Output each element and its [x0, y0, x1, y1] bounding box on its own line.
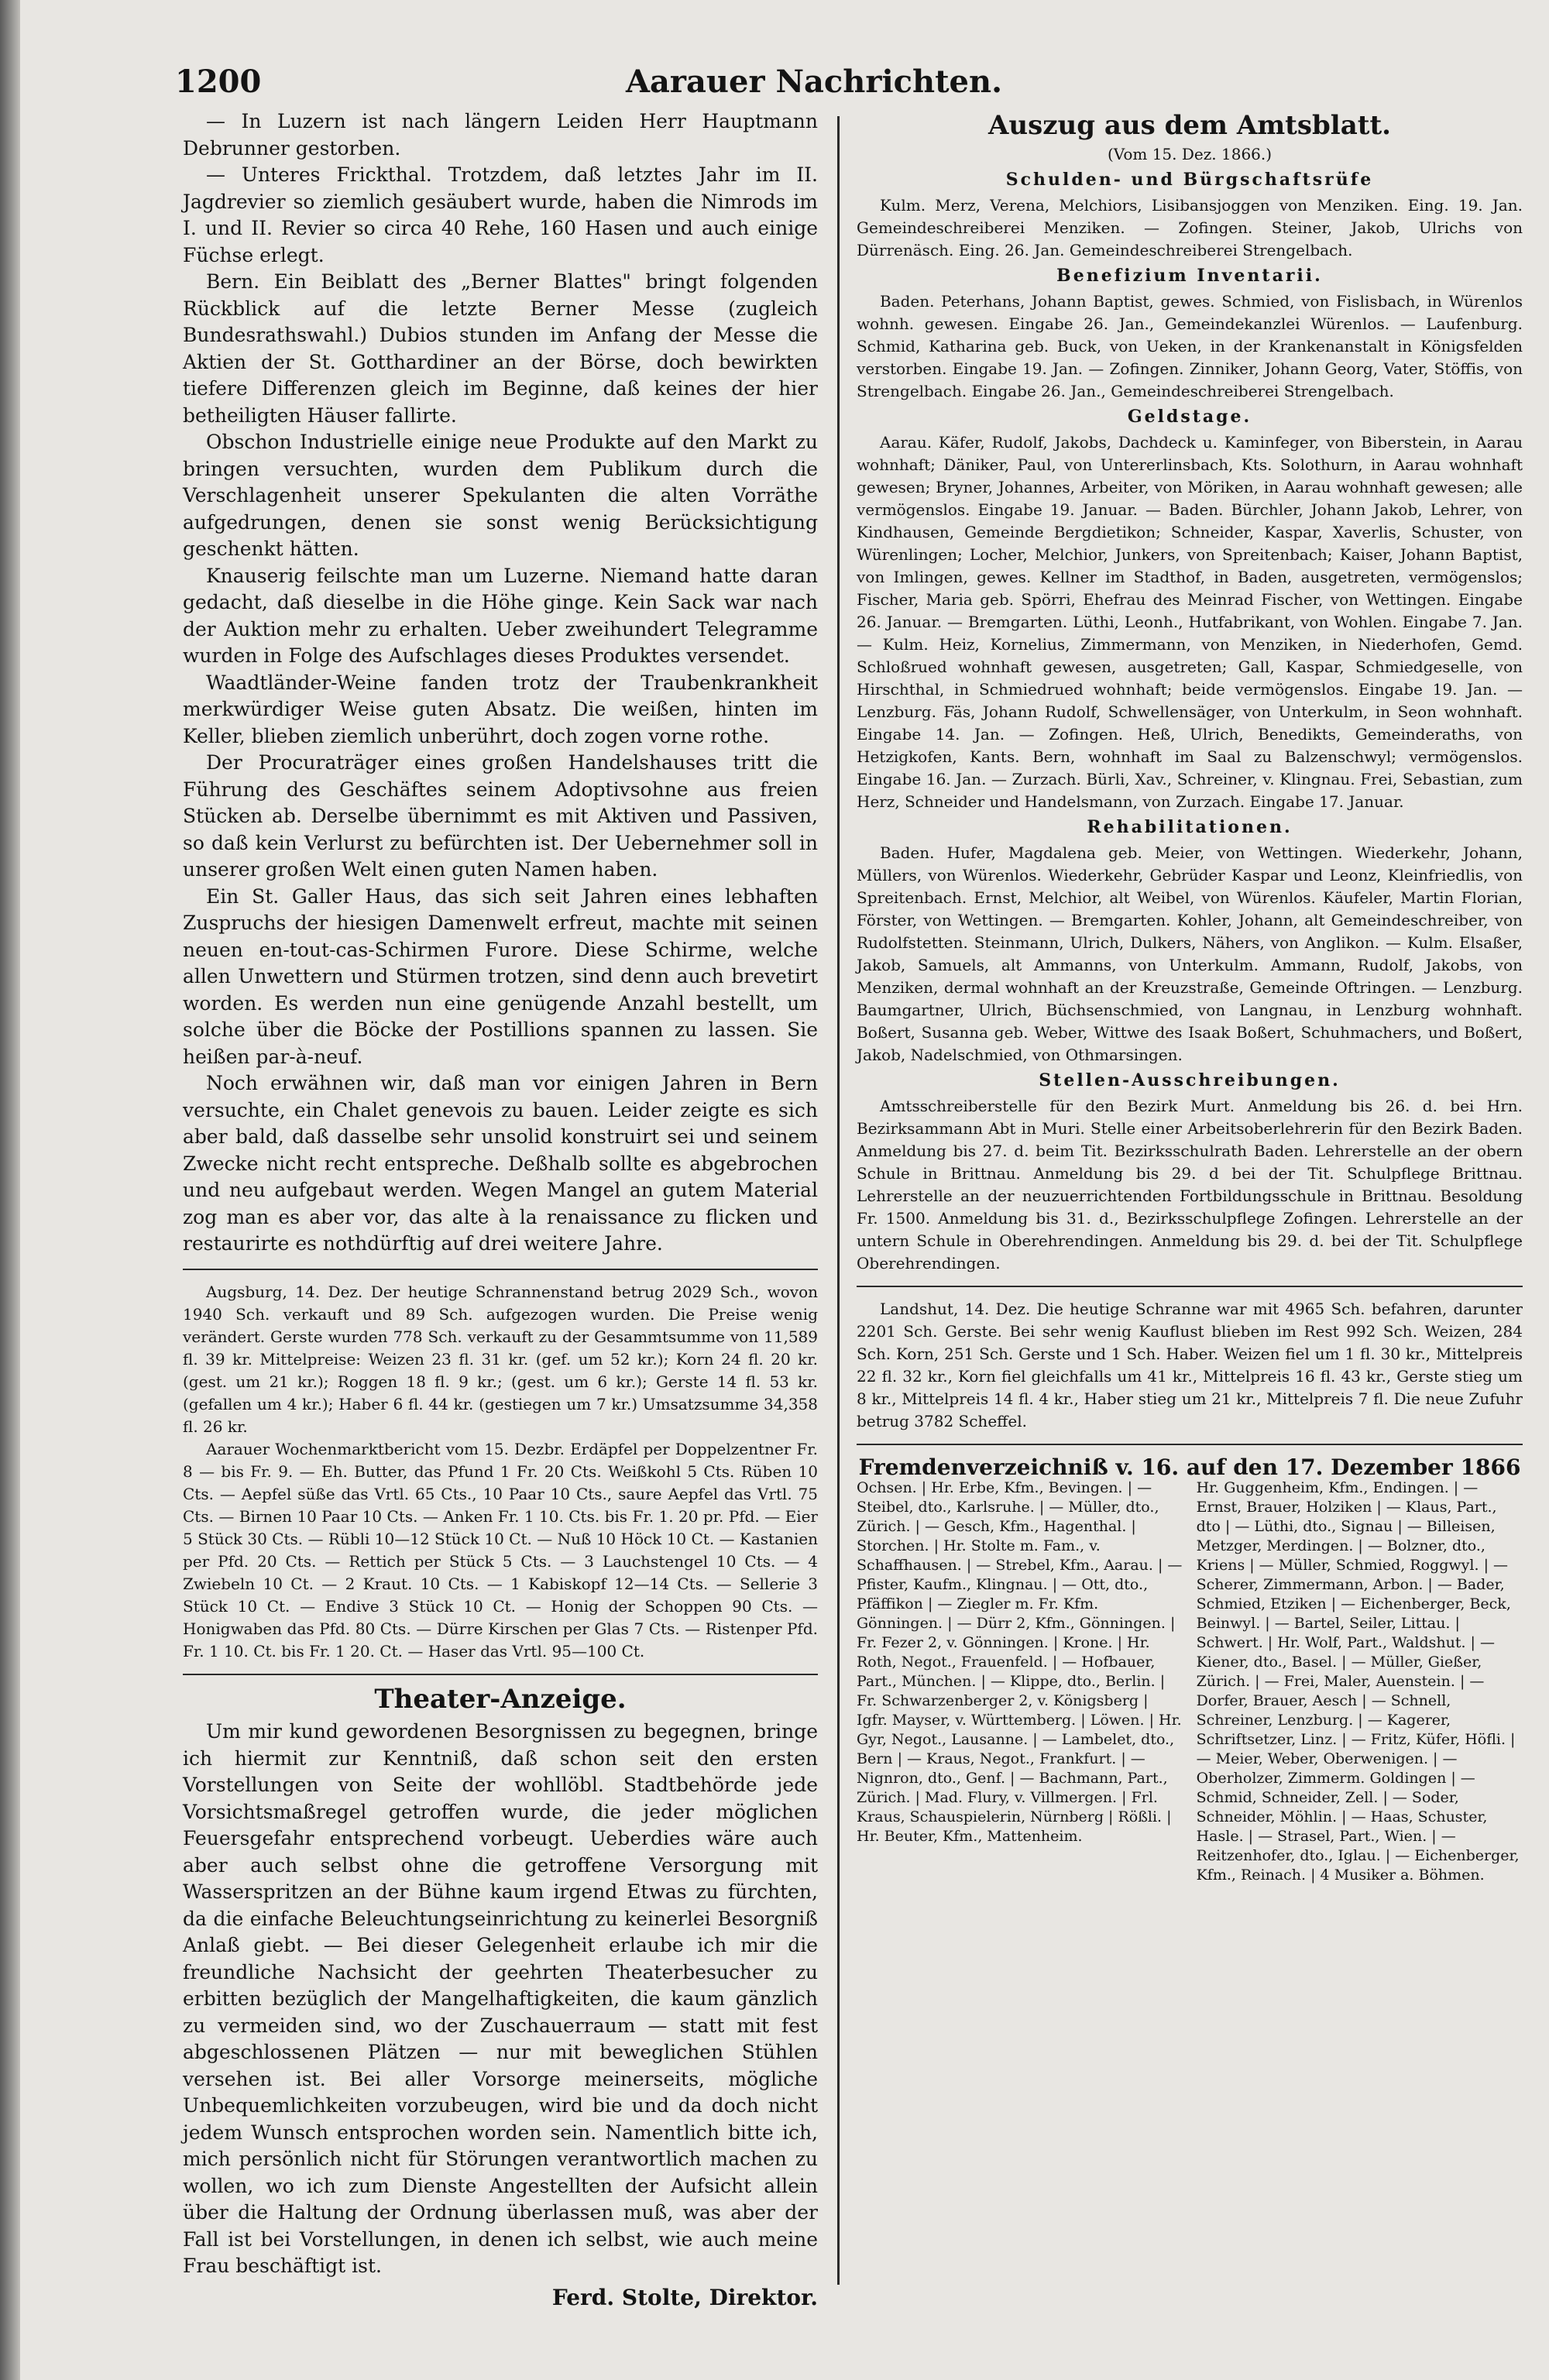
section-title-stellen: Stellen-Ausschreibungen.: [1039, 1070, 1341, 1090]
market-augsburg: Augsburg, 14. Dez. Der heutige Schrannenstand betrug 2029 Sch., wovon 1940 Sch. verkauft und 89 Sch. aufgezogen wurden. Die Preise wenig verändert. Gerste wurden 778 Sch. verkauft zu der Gesammtsumme von 11,589 fl. 39 kr. Mittelpreise: Weizen 23 fl. 31 kr. (gef. um 52 kr.); Korn 24 fl. 20 kr. (gest. um 21 kr.); Roggen 18 fl. 9 kr.; (gest. um 6 kr.); Gerste 14 fl. 53 kr. (gefallen um 4 kr.); Haber 6 fl. 44 kr. (gestiegen um 7 kr.) Umsatzsumme 34,358 fl. 26 kr.: [183, 1282, 818, 1436]
section-text-rehabilitationen: Baden. Hufer, Magdalena geb. Meier, von Wettingen. Wiederkehr, Johann, Müllers, von Würenlos. Wiederkehr, Gebrüder Kaspar und Leonz, Kleinfriedlis, von Spreitenbach. Ernst, Melchior, alt Weibel, von Würenlos. Käufeler, Martin Florian, Förster, von Wettingen. — Bremgarten. Kohler, Johann, alt Gemeindeschreiber, von Rudolfstetten. Steinmann, Ulrich, Dulkers, Nähers, von Anglikon. — Kulm. Elsaßer, Jakob, Samuels, alt Ammanns, von Unterkulm. Ammann, Rudolf, Jakobs, von Menziken, dermal wohnhaft an der Kreuzstraße, Gemeinde Oftringen. — Lenzburg. Baumgartner, Ulrich, Büchsenschmied, von Langnau, in Lenzburg wohnhaft. Boßert, Susanna geb. Weber, Wittwe des Isaak Boßert, Schuhmachers, und Boßert, Jakob, Nadelschmied, von Othmarsingen.: [857, 843, 1523, 1064]
page-header: [175, 64, 1453, 110]
page-number: 1200: [175, 64, 262, 100]
newspaper-title: Aarauer Nachrichten.: [625, 64, 1003, 100]
news-bern-3: Knauserig feilschte man um Luzerne. Niemand hatte daran gedacht, daß dieselbe in die Höhe ginge. Kein Sack war nach der Auktion mehr zu erhalten. Ueber zweihundert Telegramme wurden in Folge des Aufschlages dieses Produktes versendet.: [183, 564, 818, 667]
theater-heading: Theater-Anzeige.: [374, 1683, 627, 1715]
news-luzern: — In Luzern ist nach längern Leiden Herr Hauptmann Debrunner gestorben.: [183, 110, 818, 160]
section-title-rehabilitationen: Rehabilitationen.: [1087, 817, 1293, 837]
left-column: [183, 108, 818, 2311]
amtsblatt-date: (Vom 15. Dez. 1866.): [1107, 145, 1273, 163]
market-landshut: Landshut, 14. Dez. Die heutige Schranne war mit 4965 Sch. befahren, darunter 2201 Sch. Gerste. Bei sehr wenig Kauflust blieben im Rest 992 Sch. Weizen, 284 Sch. Korn, 251 Sch. Gerste und 1 Sch. Haber. Weizen fiel um 1 fl. 30 kr., Mittelpreis 22 fl. 32 kr., Korn fiel gleichfalls um 41 kr., Mittelpreis 16 fl. 43 kr., Gerste stieg um 8 kr., Mittelpreis 14 fl. 4 kr., Haber stieg um 21 kr., Mittelpreis 7 fl. Die neue Zufuhr betrug 3782 Scheffel.: [857, 1300, 1523, 1430]
news-bern-2: Obschon Industrielle einige neue Produkte auf den Markt zu bringen versuchten, wurden dem Publikum durch die Verschlagenheit unserer Spekulanten die alten Vorräthe aufgedrungen, denen sie sonst wenig Berücksichtigung geschenkt hätten.: [183, 431, 818, 560]
section-rule: [183, 1269, 818, 1270]
section-rule: [857, 1444, 1523, 1445]
section-text-geldstage: Aarau. Käfer, Rudolf, Jakobs, Dachdeck u. Kaminfeger, von Biberstein, in Aarau wohnhaft; Däniker, Paul, von Untererlinsbach, Kts. Solothurn, in Aarau wohnhaft gewesen; Bryner, Johannes, Arbeiter, von Möriken, in Aarau wohnhaft gewesen; alle vermögenslos. Eingabe 19. Januar. — Baden. Bürchler, Johann Jakob, Lehrer, von Kindhausen, Gemeinde Bergdietikon; Schneider, Kaspar, Xaverlis, Schuster, von Würenlingen; Locher, Melchior, Junkers, von Spreitenbach; Kaiser, Johann Baptist, von Imlingen, gewes. Kellner im Stadthof, in Baden, ausgetreten, vermögenslos; Fischer, Maria geb. Spörri, Ehefrau des Meinrad Fischer, von Wettingen. Eingabe 26. Januar. — Bremgarten. Lüthi, Leonh., Hutfabrikant, von Wohlen. Eingabe 7. Jan. — Kulm. Heiz, Kornelius, Zimmermann, von Menziken, in Niederhofen, Gemd. Schloßrued wohnhaft gewesen, ausgetreten; Gall, Kaspar, Schmiedgeselle, von Hirschthal, in Schmiedrued wohnhaft; beide vermögenslos. Eingabe 19. Jan. — Lenzburg. Fäs, Johann Rudolf, Schwellensäger, von Unterkulm, in Seon wohnhaft. Eingabe 14. Jan. — Zofingen. Heß, Ulrich, Benedikts, Gemeinderaths, von Hetzigkofen, Kants. Bern, wohnhaft im Saal zu Balzenschwyl; vermögenslos. Eingabe 16. Jan. — Zurzach. Bürli, Xav., Schreiner, v. Klingnau. Frei, Sebastian, zum Herz, Schneider und Handelsmann, von Zurzach. Eingabe 17. Januar.: [857, 433, 1523, 811]
section-text-schulden: Kulm. Merz, Verena, Melchiors, Lisibansjoggen von Menziken. Eing. 19. Jan. Gemeindeschreiberei Menziken. — Zofingen. Steiner, Jakob, Ulrichs von Dürrenäsch. Eing. 26. Jan. Gemeindeschreiberei Strengelbach.: [857, 196, 1523, 259]
news-bern-6: Ein St. Galler Haus, das sich seit Jahren eines lebhaften Zuspruchs der hiesigen Damenwelt erfreut, machte mit seinen neuen en-tout-cas-Schirmen Furore. Diese Schirme, welche allen Unwettern und Stürmen trotzen, sind denn auch brevetirt worden. Es werden nun eine genügende Anzahl bestellt, um solche über die Böcke der Postillions spannen zu lassen. Sie heißen par-à-neuf.: [183, 884, 818, 1068]
market-aarau: Aarauer Wochenmarktbericht vom 15. Dezbr. Erdäpfel per Doppelzentner Fr. 8 — bis Fr. 9. — Eh. Butter, das Pfund 1 Fr. 20 Cts. Weißkohl 5 Cts. Rüben 10 Cts. — Aepfel süße das Vrtl. 65 Cts., 10 Paar 10 Cts., saure Aepfel das Vrtl. 75 Cts. — Birnen 10 Paar 10 Cts. — Anken Fr. 1 10. Cts. bis Fr. 1. 20 pr. Pfd. — Eier 5 Stück 30 Cts. — Rübli 10—12 Stück 10 Ct. — Nuß 10 Höck 10 Ct. — Kastanien per Pfd. 20 Cts. — Rettich per Stück 5 Cts. — 3 Lauchstengel 10 Cts. — 4 Zwiebeln 10 Ct. — 2 Kraut. 10 Cts. — 1 Kabiskopf 12—14 Cts. — Sellerie 3 Stück 10 Ct. — Endive 3 Stück 10 Ct. — Honig der Schoppen 90 Cts. — Honigwaben das Pfd. 80 Cts. — Dürre Kirschen per Glas 7 Cts. — Ristenper Pfd. Fr. 1 10. Ct. bis Fr. 1 20. Ct. — Haser das Vrtl. 95—100 Ct.: [183, 1439, 818, 1661]
section-text-benefizium: Baden. Peterhans, Johann Baptist, gewes. Schmied, von Fislisbach, in Würenlos wohnh. gewesen. Eingabe 26. Jan., Gemeindekanzlei Würenlos. — Laufenburg. Schmid, Katharina geb. Buck, von Ueken, in der Krankenanstalt in Königsfelden verstorben. Eingabe 19. Jan. — Zofingen. Zinniker, Johann Georg, Vater, Stöffis, von Strengelbach. Eingabe 26. Jan., Gemeindeschreiberei Strengelbach.: [857, 292, 1523, 400]
amtsblatt-heading: Auszug aus dem Amtsblatt.: [988, 110, 1391, 141]
news-bern: Bern. Ein Beiblatt des „Berner Blattes" bringt folgenden Rückblick auf die letzte Berner Messe (zugleich Bundesrathswahl.) Dubios stunden im Anfang der Messe die Aktien der St. Gotthardiner an der Börse, doch bewirkten tiefere Differenzen gleich im Beginne, daß keines der hier betheiligten Häuser fallirte.: [183, 270, 818, 427]
section-title-schulden: Schulden- und Bürgschaftsrüfe: [1005, 170, 1374, 190]
section-rule: [183, 1674, 818, 1675]
news-bern-5: Der Procuraträger eines großen Handelshauses tritt die Führung des Geschäftes seinem Adoptivsohne aus freien Stücken ab. Derselbe übernimmt es mit Aktiven und Passiven, so daß kein Verlurst zu befürchten ist. Der Uebernehmer soll in unserer großen Welt einen guten Namen haben.: [183, 751, 818, 881]
news-bern-4: Waadtländer-Weine fanden trotz der Traubenkrankheit merkwürdiger Weise guten Absatz. Die weißen, hinten im Keller, blieben ziemlich unberührt, doch zogen vorne rothe.: [183, 671, 818, 747]
guest-list-left: Ochsen. | Hr. Erbe, Kfm., Bevingen. | — Steibel, dto., Karlsruhe. | — Müller, dto., Zürich. | — Gesch, Kfm., Hagenthal. | Storchen. | Hr. Stolte m. Fam., v. Schaffhausen. | — Strebel, Kfm., Aarau. | — Pfister, Kaufm., Klingnau. | — Ott, dto., Pfäffikon | — Ziegler m. Fr. Kfm. Gönningen. | — Dürr 2, Kfm., Gönningen. | Fr. Fezer 2, v. Gönningen. | Krone. | Hr. Roth, Negot., Frauenfeld. | — Hofbauer, Part., München. | — Klippe, dto., Berlin. | Fr. Schwarzenberger 2, v. Königsberg | Igfr. Mayser, v. Württemberg. | Löwen. | Hr. Gyr, Negot., Lausanne. | — Lambelet, dto., Bern | — Kraus, Negot., Frankfurt. | — Nignron, dto., Genf. | — Bachmann, Part., Zürich. | Mad. Flury, v. Villmergen. | Frl. Kraus, Schauspielerin, Nürnberg | Rößli. | Hr. Beuter, Kfm., Mattenheim.: [857, 1479, 1183, 1845]
right-column: [857, 108, 1523, 1885]
section-rule: [857, 1286, 1523, 1287]
guest-list-right: Hr. Guggenheim, Kfm., Endingen. | — Ernst, Brauer, Holziken | — Klaus, Part., dto | — Lüthi, dto., Signau | — Billeisen, Metzger, Merdingen. | — Bolzner, dto., Kriens | — Müller, Schmied, Roggwyl. | — Scherer, Zimmermann, Arbon. | — Bader, Schmied, Etziken | — Eichenberger, Beck, Beinwyl. | — Bartel, Seiler, Littau. | Schwert. | Hr. Wolf, Part., Waldshut. | — Kiener, dto., Basel. | — Müller, Gießer, Zürich. | — Frei, Maler, Auenstein. | — Dorfer, Brauer, Aesch | — Schnell, Schreiner, Lenzburg. | — Kagerer, Schriftsetzer, Linz. | — Fritz, Küfer, Höfli. | — Meier, Weber, Oberwenigen. | — Oberholzer, Zimmerm. Goldingen | — Schmid, Schneider, Zell. | — Soder, Schneider, Möhlin. | — Haas, Schuster, Hasle. | — Strasel, Part., Wien. | — Reitzenhofer, dto., Iglau. | — Eichenberger, Kfm., Reinach. | 4 Musiker a. Böhmen.: [1196, 1479, 1520, 1884]
theater-signature: Ferd. Stolte, Direktor.: [551, 2284, 818, 2310]
theater-text: Um mir kund gewordenen Besorgnissen zu begegnen, bringe ich hiermit zur Kenntniß, daß schon seit den ersten Vorstellungen von Seite der wohllöbl. Stadtbehörde jede Vorsichtsmaßregel getroffen wurde, die jeder möglichen Feuersgefahr entsprechend vorbeugt. Ueberdies wäre auch aber auch selbst ohne die getroffene Versorgung mit Wasserspritzen an der Bühne kaum irgend Etwas zu fürchten, da die einfache Beleuchtungseinrichtung zu keinerlei Besorgniß Anlaß giebt. — Bei dieser Gelegenheit erlaube ich mir die freundliche Nachsicht der geehrten Theaterbesucher zu erbitten bezüglich der Mangelhaftigkeiten, die kaum gänzlich zu vermeiden sind, wo der Zuschauerraum — statt mit fest abgeschlossenen Plätzen — nur mit beweglichen Stühlen versehen ist. Bei aller Vorsorge meinerseits, mögliche Unbequemlichkeiten vorzubeugen, wird bie und da doch nicht jedem Wunsch entsprochen worden sein. Namentlich bitte ich, mich persönlich nicht für Störungen verantwortlich machen zu wollen, wo ich zum Dienste Angestellten der Aufsicht allein über die Haltung der Ordnung überlassen muß, was aber der Fall ist bei Vorstellungen, in denen ich selbst, wie auch meine Frau beschäftigt ist.: [183, 1720, 818, 2277]
news-bern-7: Noch erwähnen wir, daß man vor einigen Jahren in Bern versuchte, ein Chalet genevois zu bauen. Leider zeigte es sich aber bald, daß dasselbe sehr unsolid konstruirt sei und seinem Zwecke nicht recht entspreche. Deßhalb sollte es abgebrochen und neu aufgebaut werden. Wegen Mangel an gutem Material zog man es aber vor, das alte à la renaissance zu flicken und restaurirte es nothdürftig auf drei weitere Jahre.: [183, 1072, 818, 1255]
section-title-benefizium: Benefizium Inventarii.: [1056, 266, 1323, 286]
news-frickthal: — Unteres Frickthal. Trotzdem, daß letztes Jahr im II. Jagdrevier so ziemlich gesäubert wurde, haben die Nimrods im I. und II. Revier so circa 40 Rehe, 160 Hasen und auch einige Füchse erlegt.: [183, 163, 818, 266]
newspaper-page: [20, 0, 1549, 2380]
guest-list: [857, 1478, 1523, 1885]
section-title-geldstage: Geldstage.: [1127, 407, 1252, 427]
column-divider: [837, 116, 840, 2285]
section-text-stellen: Amtsschreiberstelle für den Bezirk Murt. Anmeldung bis 26. d. bei Hrn. Bezirksammann Abt in Muri. Stelle einer Arbeitsoberlehrerin für den Bezirk Baden. Anmeldung bis 27. d. beim Tit. Bezirksschulrath Baden. Lehrerstelle an der obern Schule in Brittnau. Anmeldung bis 29. d bei der Tit. Schulpflege Brittnau. Lehrerstelle an der neuzuerrichtenden Fortbildungsschule in Brittnau. Besoldung Fr. 1500. Anmeldung bis 31. d., Bezirksschulpflege Zofingen. Lehrerstelle an der untern Schule in Oberehrendingen. Anmeldung bis 29. d. bei der Tit. Schulpflege Oberehrendingen.: [857, 1097, 1523, 1272]
fremden-title: Fremdenverzeichniß v. 16. auf den 17. Dezember 1866: [858, 1454, 1521, 1480]
